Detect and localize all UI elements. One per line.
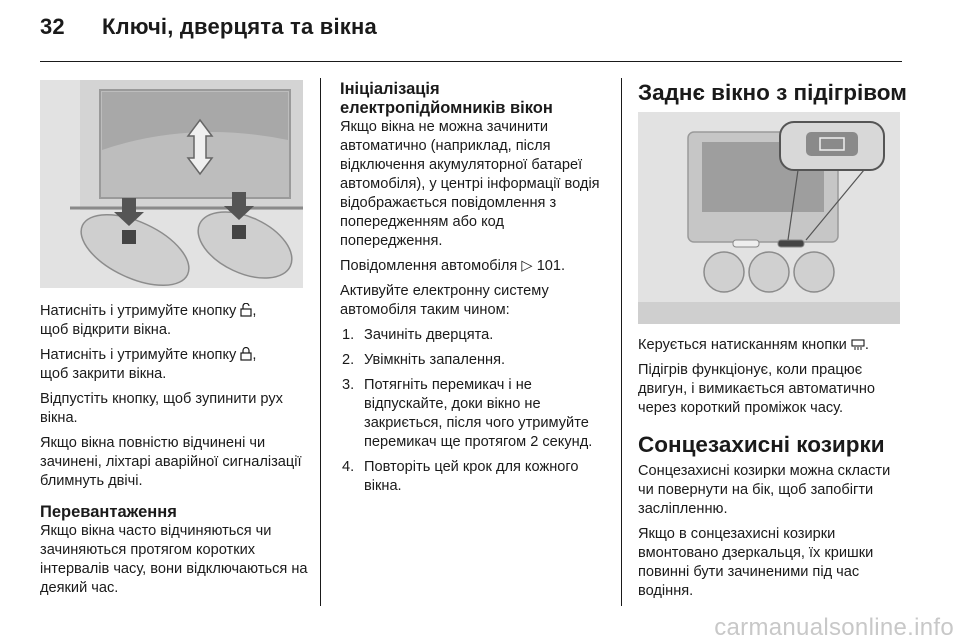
paragraph-close-windows: Натисніть і утримуйте кнопку , щоб закрити вікна. [40, 347, 257, 382]
paragraph-open-windows: Натисніть і утримуйте кнопку , щоб відкрити вікна. [40, 303, 257, 338]
paragraph-release: Відпустіть кнопку, щоб зупинити рух вікна. [40, 391, 283, 426]
column-1 [40, 80, 308, 604]
heading-rear-window: Заднє вікно з підігрівом [638, 80, 907, 105]
heading-initialization-1: Ініціалізація [340, 80, 440, 98]
heading-overheat: Перевантаження [40, 503, 177, 521]
page-number: 32 [40, 14, 65, 39]
heading-sun-visors: Сонцезахисні козирки [638, 432, 885, 457]
page-ref-icon: ▷ [521, 258, 533, 274]
paragraph-rear-window-button: Керується натисканням кнопки . [638, 337, 869, 353]
column-3 [638, 80, 908, 607]
list-item: 1. Зачиніть дверцята. [342, 327, 494, 343]
list-item: 3. Потягніть перемикач і не відпускайте, доки вікно не закриється, після чого утримуйте перемикач ще протягом 2 секунд. [342, 377, 593, 450]
rear-defrost-icon [851, 339, 865, 351]
window-keyfob-illustration [40, 80, 303, 288]
column-2 [340, 80, 610, 502]
page-title: Ключі, дверцята та вікна [102, 14, 377, 39]
column-divider-1 [320, 78, 321, 606]
paragraph-mirrors: Якщо в сонцезахисні козирки вмонтовано дзеркальця, їх кришки повинні бути зачиненими під час водіння. [638, 526, 874, 599]
heading-initialization-2: електропідйомників вікон [340, 99, 553, 117]
paragraph-sun-visors: Сонцезахисні козирки можна скласти чи повернути на бік, щоб запобігти засліпленню. [638, 463, 891, 517]
page-header [40, 14, 377, 40]
paragraph-heating: Підігрів функціонує, коли працює двигун, і вимикається автоматично через короткий проміжок часу. [638, 362, 876, 416]
dashboard-illustration [638, 112, 900, 324]
steps-list [340, 326, 610, 496]
list-item: 2. Увімкніть запалення. [342, 352, 506, 368]
lock-icon [240, 347, 252, 361]
watermark: carmanualsonline.info [714, 614, 954, 641]
unlock-icon [240, 303, 252, 317]
paragraph-activate: Активуйте електронну систему автомобіля таким чином: [340, 283, 549, 318]
paragraph-hazard: Якщо вікна повністю відчинені чи зачинені, ліхтарі аварійної сигналізації блимнуть двічі. [40, 435, 302, 489]
paragraph-init: Якщо вікна не можна зачинити автоматично (наприклад, після відключення акумуляторної батареї автомобіля), у центрі інформації водія відображається повідомлення з попередженням або код попередження. [340, 119, 600, 249]
paragraph-messages: Повідомлення автомобіля ▷ 101. [340, 258, 566, 274]
list-item: 4. Повторіть цей крок для кожного вікна. [342, 459, 579, 494]
header-rule [40, 61, 902, 62]
column-divider-2 [621, 78, 622, 606]
paragraph-overheat: Якщо вікна часто відчиняються чи зачиняються протягом коротких інтервалів часу, вони відключаються на деякий час. [40, 523, 308, 596]
